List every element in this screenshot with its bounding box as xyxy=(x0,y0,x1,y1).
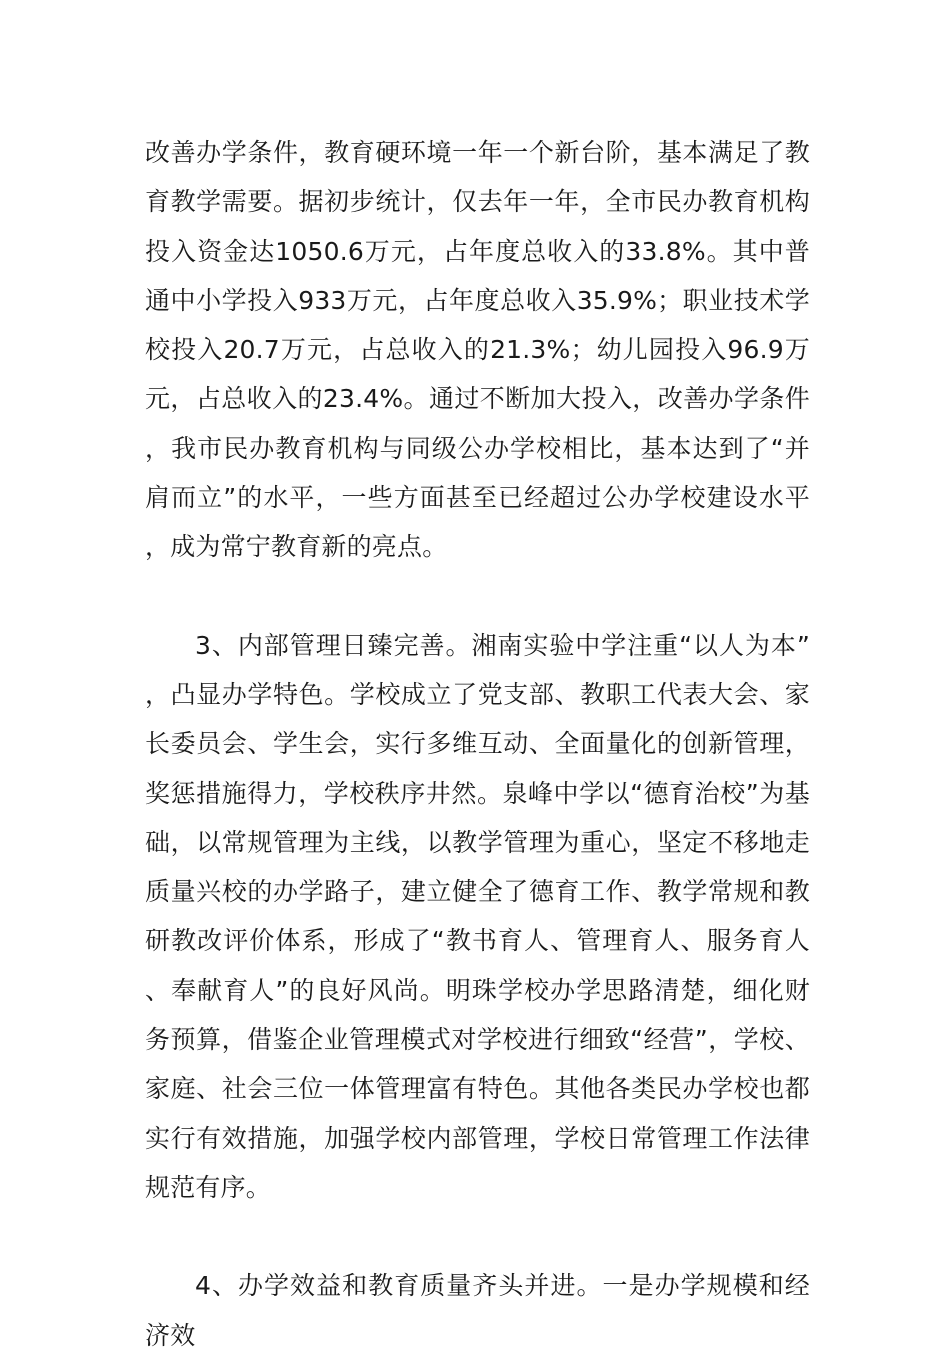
paragraph-spacer xyxy=(145,1212,810,1261)
paragraph-internal-management: 3、内部管理日臻完善。湘南实验中学注重“以人为本”，凸显办学特色。学校成立了党支部、教职工代表大会、家长委员会、学生会，实行多维互动、全面量化的创新管理，奖惩措施得力，学校秩序井然。泉峰中学以“德育治校”为基础，以常规管理为主线，以教学管理为重心，坚定不移地走质量兴校的办学路子，建立健全了德育工作、教学常规和教研教改评价体系，形成了“教书育人、管理育人、服务育人、奉献育人”的良好风尚。明珠学校办学思路清楚，细化财务预算，借鉴企业管理模式对学校进行细致“经营”，学校、家庭、社会三位一体管理富有特色。其他各类民办学校也都实行有效措施，加强学校内部管理，学校日常管理工作法律规范有序。 xyxy=(145,630,810,1202)
paragraph-benefits-quality: 4、办学效益和教育质量齐头并进。一是办学规模和经济效 xyxy=(145,1271,810,1350)
document-body xyxy=(145,128,810,1360)
paragraph-funding: 改善办学条件，教育硬环境一年一个新台阶，基本满足了教育教学需要。据初步统计，仅去年一年，全市民办教育机构投入资金达1050.6万元，占年度总收入的33.8%。其中普通中小学投入933万元，占年度总收入35.9%；职业技术学校投入20.7万元，占总收入的21.3%；幼儿园投入96.9万元，占总收入的23.4%。通过不断加大投入，改善办学条件，我市民办教育机构与同级公办学校相比，基本达到了“并肩而立”的水平，一些方面甚至已经超过公办学校建设水平，成为常宁教育新的亮点。 xyxy=(145,138,810,562)
paragraph-spacer xyxy=(145,572,810,621)
